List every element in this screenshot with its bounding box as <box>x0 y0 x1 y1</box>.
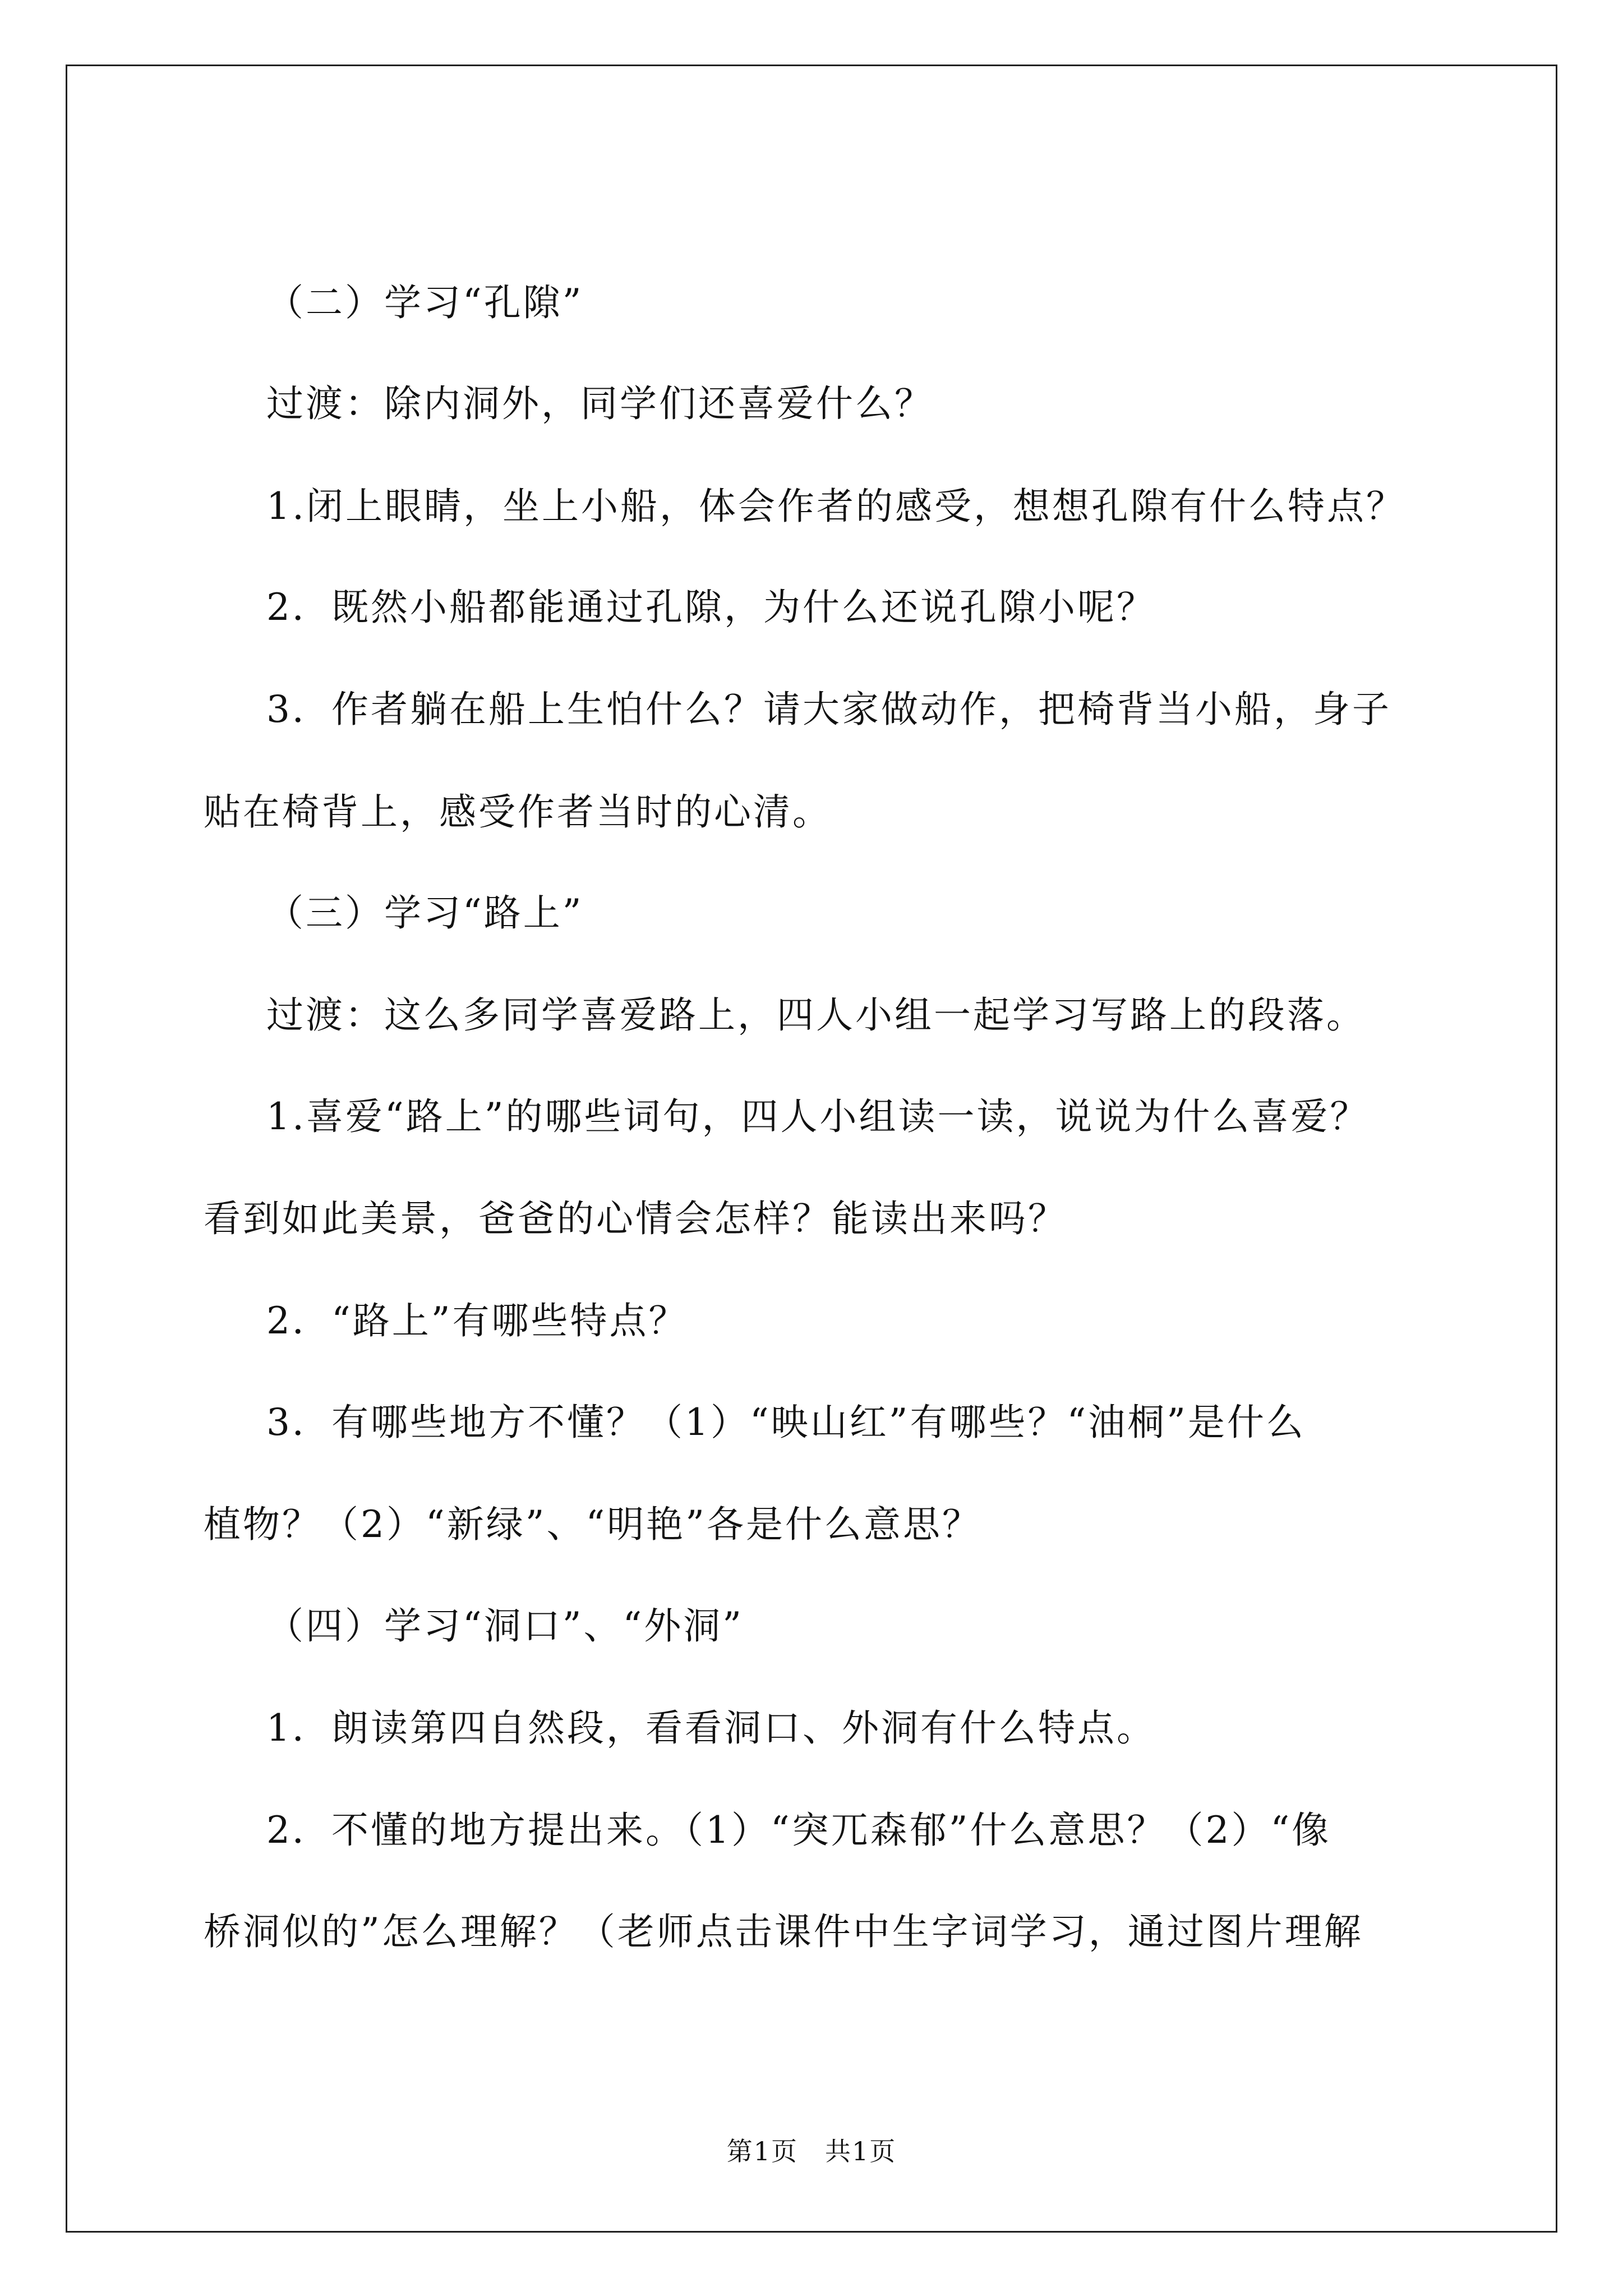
paragraph-transition-1: 过渡：除内洞外，同学们还喜爱什么？ <box>266 382 934 425</box>
heading-section-4: （四）学习“洞口”、“外洞” <box>266 1604 744 1648</box>
page-frame <box>66 65 1557 2233</box>
paragraph-transition-2: 过渡：这么多同学喜爱路上，四人小组一起学习写路上的段落。 <box>266 993 1366 1037</box>
document-body <box>67 66 1556 2231</box>
paragraph-item-3-continued: 贴在椅背上，感受作者当时的心清。 <box>204 790 832 834</box>
paragraph-item-4-continued: 看到如此美景，爸爸的心情会怎样？能读出来吗？ <box>204 1197 1067 1240</box>
paragraph-item-8: 2．不懂的地方提出来。（1）“突兀森郁”什么意思？（2）“像 <box>266 1809 1331 1852</box>
paragraph-item-2: 2．既然小船都能通过孔隙，为什么还说孔隙小呢？ <box>266 586 1156 629</box>
page-footer: 第1页 共1页 <box>726 2136 897 2166</box>
heading-section-3: （三）学习“路上” <box>266 891 584 935</box>
paragraph-item-5: 2．“路上”有哪些特点？ <box>266 1299 688 1342</box>
paragraph-item-4: 1.喜爱“路上”的哪些词句，四人小组读一读，说说为什么喜爱？ <box>266 1095 1370 1138</box>
paragraph-item-8-continued: 桥洞似的”怎么理解？（老师点击课件中生字词学习，通过图片理解 <box>204 1910 1363 1953</box>
paragraph-item-7: 1．朗读第四自然段，看看洞口、外洞有什么特点。 <box>266 1706 1156 1750</box>
paragraph-item-1: 1.闭上眼睛，坐上小船，体会作者的感受，想想孔隙有什么特点？ <box>266 485 1405 528</box>
paragraph-item-6: 3．有哪些地方不懂？（1）“映山红”有哪些？“油桐”是什么 <box>266 1401 1306 1444</box>
heading-section-2: （二）学习“孔隙” <box>266 281 584 324</box>
paragraph-item-3: 3．作者躺在船上生怕什么？请大家做动作，把椅背当小船，身子 <box>266 688 1391 731</box>
paragraph-item-6-continued: 植物？（2）“新绿”、“明艳”各是什么意思？ <box>204 1503 981 1546</box>
